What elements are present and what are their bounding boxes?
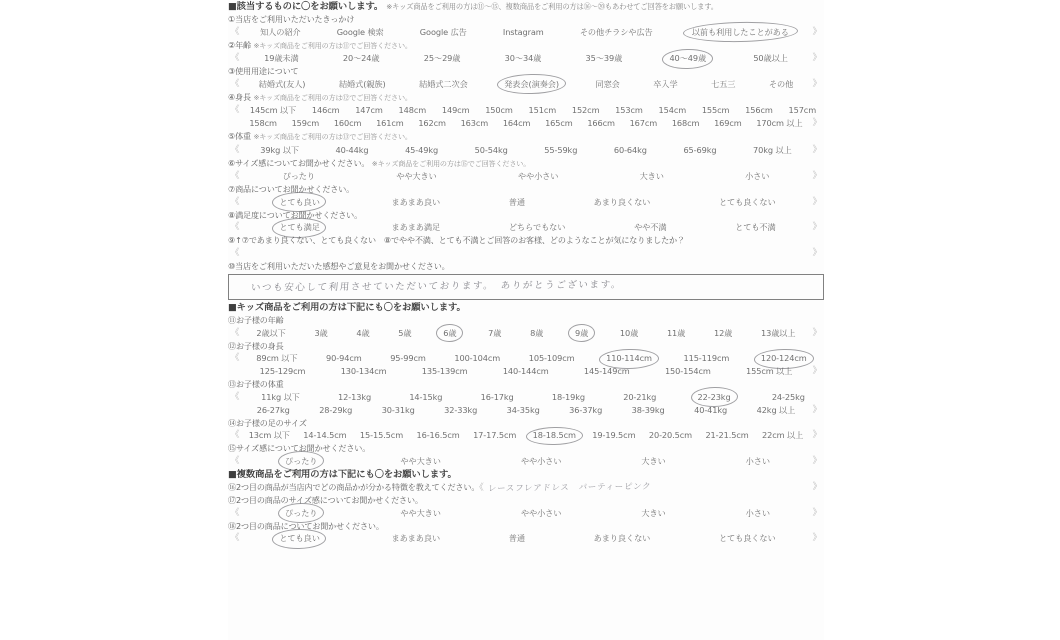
q16-handwritten-answer[interactable]: レースフレアドレス パーティーピンク — [487, 480, 652, 493]
bracket-close: 》 — [812, 430, 822, 440]
q16-label: ⑯2つ目の商品が当店内でどの商品かが分かる特徴を教えてください。 — [228, 481, 480, 492]
option-q8-2[interactable]: どちらでもない — [508, 222, 566, 232]
option-q3-1[interactable]: 結婚式(親族) — [338, 78, 386, 89]
option-q18-2[interactable]: 普通 — [508, 533, 525, 543]
option-q7-0-selected[interactable]: とても良い — [276, 196, 322, 209]
options-row-q7 — [228, 196, 824, 209]
question-label-q9 — [228, 234, 824, 247]
option-q13-3[interactable]: 16-17kg — [480, 391, 514, 402]
option-q2-4[interactable]: 35〜39歳 — [585, 53, 623, 63]
option-q13-0[interactable]: 11kg 以下 — [261, 391, 300, 402]
option-q14-8[interactable]: 21-21.5cm — [705, 430, 749, 440]
option-q2-5-selected[interactable]: 40〜49歳 — [666, 52, 709, 65]
question-label-q8 — [228, 209, 824, 222]
options-row-q1 — [228, 26, 824, 39]
question-label-q17 — [228, 494, 824, 507]
option-q4-21[interactable]: 166cm — [587, 118, 615, 128]
option-q7-1[interactable]: まあまあ良い — [391, 196, 441, 207]
q10-handwritten-answer: いつも安心して利用させていただいております。 ありがとうございます。 — [250, 279, 623, 294]
options-row-q6 — [228, 170, 824, 183]
option-q4-13[interactable]: 158cm — [249, 118, 277, 128]
bracket-open: 《 — [230, 247, 240, 258]
option-q13-8[interactable]: 26-27kg — [256, 404, 290, 415]
option-q12-1[interactable]: 90-94cm — [326, 353, 362, 363]
bracket-close: 》 — [812, 533, 822, 543]
survey-form-page — [228, 0, 824, 640]
option-q4-22[interactable]: 167cm — [629, 118, 658, 128]
option-q8-1[interactable]: まあまあ満足 — [391, 222, 441, 232]
option-q7-4[interactable]: とても良くない — [718, 196, 776, 207]
section-heading-kids — [228, 301, 824, 314]
option-q15-1[interactable]: やや大きい — [400, 455, 441, 466]
question-label-q13 — [228, 378, 824, 391]
question-label-q14 — [228, 417, 824, 430]
option-q2-6[interactable]: 50歳以上 — [753, 53, 788, 63]
option-q17-3[interactable]: 大きい — [641, 507, 666, 518]
q5-label: ⑤体重 — [228, 131, 251, 141]
bracket-open: 《 — [230, 391, 240, 402]
option-q2-3[interactable]: 30〜34歳 — [504, 53, 542, 63]
option-q11-0[interactable]: 2歳以下 — [256, 327, 286, 338]
option-q6-4[interactable]: 小さい — [745, 171, 770, 181]
question-label-q2 — [228, 39, 824, 53]
option-q14-3[interactable]: 16-16.5cm — [416, 430, 460, 440]
option-q4-19[interactable]: 164cm — [502, 118, 531, 128]
option-q12-8[interactable]: 125-129cm — [259, 366, 306, 376]
q11-label: ⑪お子様の年齢 — [228, 315, 284, 325]
option-q18-4[interactable]: とても良くない — [718, 533, 776, 543]
q10-label: ⑩当店をご利用いただいた感想やご意見をお聞かせください。 — [228, 260, 450, 271]
option-q6-2[interactable]: やや小さい — [517, 171, 559, 181]
option-q17-0-selected[interactable]: ぴったり — [282, 507, 320, 520]
option-q1-5-selected[interactable]: 以前も利用したことがある — [689, 26, 792, 39]
option-q12-11[interactable]: 140-144cm — [502, 366, 549, 376]
option-q7-2[interactable]: 普通 — [508, 196, 525, 207]
options-row-q11 — [228, 327, 824, 340]
option-q17-2[interactable]: やや小さい — [520, 507, 562, 518]
option-q2-1[interactable]: 20〜24歳 — [342, 53, 380, 63]
section-heading-main — [228, 0, 824, 13]
option-q13-7[interactable]: 24-25kg — [771, 391, 805, 402]
option-q1-2[interactable]: Google 広告 — [419, 26, 467, 37]
option-q12-4[interactable]: 105-109cm — [528, 353, 575, 363]
section-heading-main-text: ■該当するものに〇をお願いします。 — [228, 1, 384, 12]
option-q5-6[interactable]: 65-69kg — [683, 144, 717, 155]
option-q4-25[interactable]: 170cm 以上 — [756, 118, 803, 128]
question-label-q12 — [228, 340, 824, 353]
option-q11-10[interactable]: 12歳 — [713, 327, 733, 338]
option-q3-4[interactable]: 同窓会 — [595, 78, 620, 89]
option-q12-6[interactable]: 115-119cm — [683, 353, 730, 363]
option-q12-7-selected[interactable]: 120-124cm — [758, 352, 810, 365]
option-q14-5-selected[interactable]: 18-18.5cm — [530, 429, 579, 442]
q6-note: ※キッズ商品をご利用の方は⑮でご回答ください。 — [371, 158, 531, 168]
option-q13-9[interactable]: 28-29kg — [319, 404, 353, 415]
option-q4-17[interactable]: 162cm — [418, 118, 446, 128]
option-q13-11[interactable]: 32-33kg — [444, 404, 478, 415]
question-label-q5 — [228, 130, 824, 144]
option-q17-4[interactable]: 小さい — [745, 507, 770, 518]
option-q3-5[interactable]: 卒入学 — [653, 78, 678, 89]
bracket-open: 《 — [230, 105, 240, 115]
option-q18-0-selected[interactable]: とても良い — [276, 532, 322, 545]
bracket-close: 》 — [812, 222, 822, 232]
option-q11-8[interactable]: 10歳 — [619, 327, 639, 338]
option-q11-9[interactable]: 11歳 — [666, 327, 686, 338]
q5-note: ※キッズ商品をご利用の方は⑬でご回答ください。 — [253, 132, 412, 141]
options-row-q13-b — [228, 404, 824, 417]
options-row-q15 — [228, 455, 824, 468]
option-q14-7[interactable]: 20-20.5cm — [648, 430, 693, 440]
question-label-q10 — [228, 260, 824, 273]
option-q13-2[interactable]: 14-15kg — [409, 391, 443, 402]
bracket-close: 》 — [812, 455, 822, 466]
option-q12-10[interactable]: 135-139cm — [421, 366, 468, 376]
option-q2-0[interactable]: 19歳未満 — [264, 53, 299, 63]
option-q12-14[interactable]: 155cm 以上 — [746, 366, 793, 376]
option-q4-8[interactable]: 153cm — [615, 105, 643, 115]
option-q6-3[interactable]: 大きい — [639, 171, 664, 181]
option-q14-1[interactable]: 14-14.5cm — [303, 430, 347, 440]
option-q1-4[interactable]: その他チラシや広告 — [579, 26, 653, 37]
question-label-q4 — [228, 91, 824, 105]
option-q4-14[interactable]: 159cm — [291, 118, 320, 128]
bracket-close: 》 — [812, 53, 822, 63]
section-heading-kids-text: ■キッズ商品をご利用の方は下記にも〇をお願いします。 — [228, 302, 466, 313]
option-q5-1[interactable]: 40-44kg — [335, 144, 369, 155]
option-q15-2[interactable]: やや小さい — [520, 455, 562, 466]
bracket-open: 《 — [230, 78, 240, 89]
options-row-q2 — [228, 52, 824, 65]
option-q11-3[interactable]: 5歳 — [398, 327, 412, 338]
section-heading-main-note: ※キッズ商品をご利用の方は⑪〜⑮、複数商品をご利用の方は⑯〜⑳もあわせてご回答をお願いします。 — [386, 2, 718, 11]
q18-label: ⑱2つ目の商品についてお聞かせください。 — [228, 520, 384, 531]
q4-label: ④身長 — [228, 91, 251, 102]
bracket-close: 》 — [812, 144, 822, 155]
option-q8-0-selected[interactable]: とても満足 — [276, 221, 322, 234]
option-q8-4[interactable]: とても不満 — [735, 222, 776, 232]
option-q13-6-selected[interactable]: 22-23kg — [695, 391, 734, 404]
option-q12-5-selected[interactable]: 110-114cm — [603, 352, 655, 365]
option-q4-1[interactable]: 146cm — [311, 105, 340, 115]
options-row-q8 — [228, 221, 824, 234]
option-q5-3[interactable]: 50-54kg — [474, 144, 508, 155]
bracket-close: 》 — [812, 118, 822, 128]
option-q14-0[interactable]: 13cm 以下 — [248, 430, 290, 440]
bracket-open: 《 — [230, 196, 240, 207]
bracket-close: 》 — [812, 507, 822, 518]
bracket-close: 》 — [812, 171, 822, 181]
q4-note: ※キッズ商品をご利用の方は⑫でご回答ください。 — [253, 92, 412, 102]
answer-row-q9 — [228, 247, 824, 260]
option-q13-12[interactable]: 34-35kg — [506, 404, 540, 415]
option-q5-0[interactable]: 39kg 以下 — [260, 144, 299, 155]
option-q5-7[interactable]: 70kg 以上 — [753, 144, 792, 155]
options-row-q12-a — [228, 352, 824, 365]
option-q4-5[interactable]: 150cm — [485, 105, 513, 115]
option-q14-6[interactable]: 19-19.5cm — [592, 430, 636, 440]
option-q12-12[interactable]: 145-149cm — [583, 366, 630, 376]
options-row-q4-b — [228, 117, 824, 130]
q10-answer-box[interactable] — [228, 274, 824, 300]
bracket-open: 《 — [230, 144, 240, 155]
option-q5-4[interactable]: 55-59kg — [544, 144, 578, 155]
option-q15-4[interactable]: 小さい — [745, 455, 770, 466]
option-q12-3[interactable]: 100-104cm — [454, 353, 501, 363]
option-q4-15[interactable]: 160cm — [333, 118, 362, 128]
q2-label: ②年齢 — [228, 39, 251, 50]
q7-label: ⑦商品についてお聞かせください。 — [228, 184, 355, 194]
q15-label: ⑮サイズ感についてお聞かせください。 — [228, 443, 371, 453]
option-q11-2[interactable]: 4歳 — [356, 327, 370, 338]
option-q13-4[interactable]: 18-19kg — [551, 391, 585, 402]
options-row-q4-a — [228, 104, 824, 117]
q9-label: ⑨↑⑦であまり良くない、とても良くない ⑧でやや不満、とても不満とご回答のお客様、どのようなことが気になりましたか？ — [228, 235, 685, 245]
option-q4-4[interactable]: 149cm — [441, 105, 470, 115]
question-label-q6 — [228, 157, 824, 171]
option-q4-20[interactable]: 165cm — [545, 118, 573, 128]
option-q13-1[interactable]: 12-13kg — [338, 391, 372, 402]
option-q3-0[interactable]: 結婚式(友人) — [258, 78, 306, 89]
options-row-q14 — [228, 429, 824, 442]
bracket-close: 》 — [812, 366, 822, 376]
bracket-open: 《 — [230, 171, 240, 181]
question-label-q18 — [228, 520, 824, 533]
q3-label: ③使用用途について — [228, 66, 299, 76]
option-q14-9[interactable]: 22cm 以上 — [762, 430, 804, 440]
question-label-q15 — [228, 442, 824, 455]
option-q4-2[interactable]: 147cm — [355, 105, 383, 115]
bracket-open: 《 — [230, 507, 240, 518]
option-q12-2[interactable]: 95-99cm — [390, 353, 426, 363]
option-q4-18[interactable]: 163cm — [460, 118, 489, 128]
option-q4-23[interactable]: 168cm — [671, 118, 700, 128]
option-q4-0[interactable]: 145cm 以下 — [249, 105, 297, 115]
options-row-q3 — [228, 78, 824, 91]
q13-label: ⑬お子様の体重 — [228, 379, 284, 389]
bracket-open: 《 — [230, 455, 240, 466]
option-q17-1[interactable]: やや大きい — [400, 507, 441, 518]
option-q1-0[interactable]: 知人の紹介 — [260, 26, 301, 37]
option-q11-11[interactable]: 13歳以上 — [761, 327, 796, 338]
bracket-close: 》 — [812, 26, 822, 37]
option-q4-24[interactable]: 169cm — [714, 118, 742, 128]
option-q4-16[interactable]: 161cm — [376, 118, 404, 128]
option-q12-13[interactable]: 150-154cm — [664, 366, 711, 376]
bracket-open: 《 — [230, 53, 240, 63]
option-q4-3[interactable]: 148cm — [398, 105, 427, 115]
option-q11-1[interactable]: 3歳 — [314, 327, 328, 338]
option-q3-7[interactable]: その他 — [768, 78, 794, 89]
option-q13-16[interactable]: 42kg 以上 — [756, 404, 796, 415]
option-q4-7[interactable]: 152cm — [571, 105, 600, 115]
option-q11-4-selected[interactable]: 6歳 — [440, 327, 459, 340]
q12-label: ⑫お子様の身長 — [228, 340, 284, 351]
options-row-q13-a — [228, 391, 824, 404]
bracket-open: 《 — [479, 482, 484, 493]
options-row-q5 — [228, 144, 824, 157]
section-heading-multi-text: ■複数商品をご利用の方は下記にも〇をお願いします。 — [228, 468, 457, 480]
option-q6-1[interactable]: やや大きい — [396, 171, 437, 181]
option-q4-12[interactable]: 157cm — [788, 105, 817, 115]
option-q11-6[interactable]: 8歳 — [530, 327, 544, 338]
option-q14-4[interactable]: 17-17.5cm — [473, 430, 517, 440]
option-q3-6[interactable]: 七五三 — [711, 78, 736, 89]
option-q2-2[interactable]: 25〜29歳 — [423, 53, 461, 63]
bracket-close: 》 — [812, 78, 822, 89]
option-q12-0[interactable]: 89cm 以下 — [256, 353, 298, 363]
q8-label: ⑧満足度についてお聞かせください。 — [228, 209, 363, 220]
section-heading-multi — [228, 468, 824, 481]
option-q8-3[interactable]: やや不満 — [634, 222, 667, 232]
q6-label: ⑥サイズ感についてお聞かせください。 — [228, 157, 370, 168]
option-q7-3[interactable]: あまり良くない — [593, 196, 651, 207]
bracket-close: 》 — [812, 247, 822, 258]
option-q12-9[interactable]: 130-134cm — [340, 366, 387, 376]
option-q5-5[interactable]: 60-64kg — [613, 144, 647, 155]
option-q15-0-selected[interactable]: ぴったり — [282, 455, 320, 468]
option-q13-15[interactable]: 40-41kg — [694, 404, 728, 415]
q14-label: ⑭お子様の足のサイズ — [228, 417, 307, 428]
option-q4-11[interactable]: 156cm — [745, 105, 773, 115]
option-q15-3[interactable]: 大きい — [641, 455, 666, 466]
bracket-open: 《 — [230, 353, 240, 363]
q2-note: ※キッズ商品をご利用の方は⑪でご回答ください。 — [253, 40, 412, 50]
option-q4-6[interactable]: 151cm — [528, 105, 557, 115]
options-row-q17 — [228, 507, 824, 520]
option-q18-1[interactable]: まあまあ良い — [391, 533, 441, 543]
option-q4-9[interactable]: 154cm — [658, 105, 687, 115]
option-q4-10[interactable]: 155cm — [701, 105, 730, 115]
option-q11-7-selected[interactable]: 9歳 — [572, 327, 591, 340]
question-label-q11 — [228, 314, 824, 327]
q17-label: ⑰2つ目の商品のサイズ感についてお聞かせください。 — [228, 495, 423, 505]
bracket-close: 》 — [812, 327, 822, 338]
option-q5-2[interactable]: 45-49kg — [405, 144, 439, 155]
option-q1-1[interactable]: Google 検索 — [336, 26, 384, 37]
bracket-open: 《 — [230, 26, 240, 37]
option-q11-5[interactable]: 7歳 — [488, 327, 502, 338]
question-row-q16 — [228, 481, 824, 495]
option-q18-3[interactable]: あまり良くない — [593, 533, 651, 543]
options-row-q18 — [228, 532, 824, 545]
option-q3-2[interactable]: 結婚式二次会 — [419, 78, 468, 89]
option-q13-5[interactable]: 20-21kg — [623, 391, 657, 402]
option-q13-14[interactable]: 38-39kg — [631, 404, 665, 415]
option-q3-3-selected[interactable]: 発表会(演奏会) — [501, 78, 562, 91]
bracket-close: 》 — [812, 196, 822, 207]
bracket-close: 》 — [812, 481, 822, 492]
option-q13-10[interactable]: 30-31kg — [381, 404, 415, 415]
bracket-open: 《 — [230, 222, 240, 232]
option-q6-0[interactable]: ぴったり — [282, 171, 315, 181]
options-row-q12-b — [228, 365, 824, 378]
q1-label: ①当店をご利用いただいたきっかけ — [228, 14, 355, 24]
bracket-open: 《 — [230, 327, 240, 338]
bracket-open: 《 — [230, 430, 240, 440]
bracket-open: 《 — [230, 533, 240, 543]
option-q14-2[interactable]: 15-15.5cm — [359, 430, 404, 440]
bracket-close: 》 — [812, 404, 822, 415]
option-q13-13[interactable]: 36-37kg — [569, 404, 603, 415]
option-q1-3[interactable]: Instagram — [502, 26, 544, 37]
